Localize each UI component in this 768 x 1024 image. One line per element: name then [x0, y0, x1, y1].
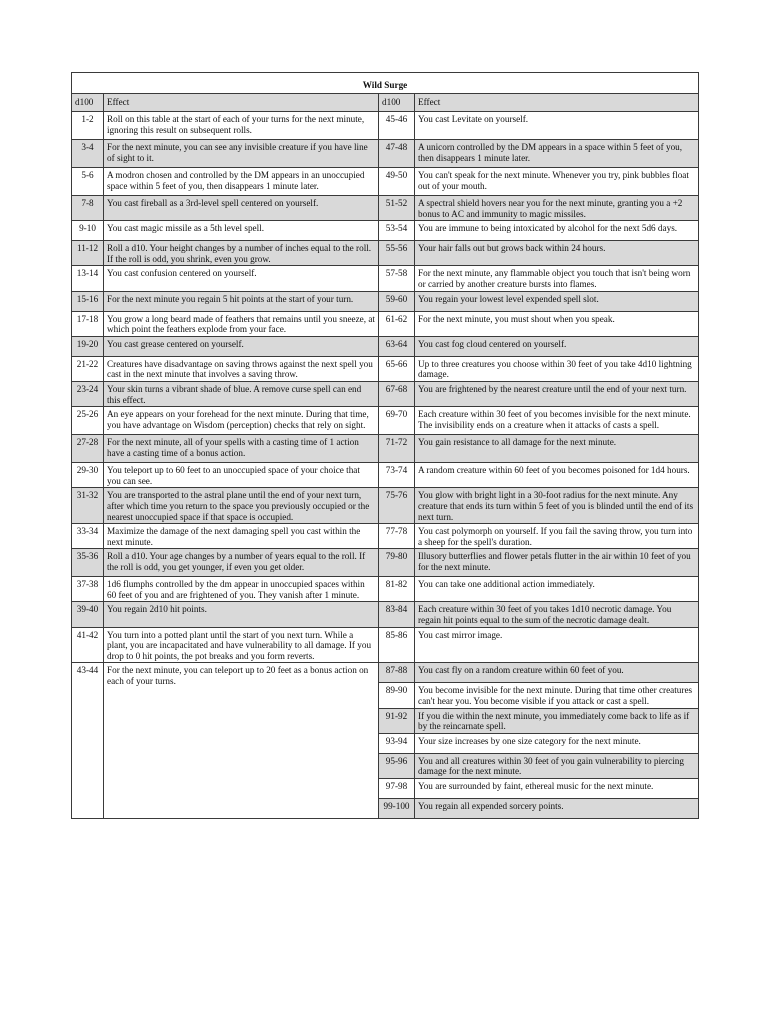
effect-right: You are frightened by the nearest creature until the end of your next turn.: [415, 381, 699, 406]
wild-surge-page: [71, 72, 698, 819]
roll-left: 13-14: [72, 266, 104, 291]
roll-left: 29-30: [72, 463, 104, 488]
roll-left: 1-2: [72, 112, 104, 140]
table-row: [72, 627, 699, 663]
table-row: [72, 196, 699, 221]
table-row: [72, 168, 699, 196]
roll-left: 7-8: [72, 196, 104, 221]
wild-surge-table: [71, 72, 699, 819]
effect-left: For the next minute, you can see any invisible creature if you have line of sight to it.: [104, 140, 379, 168]
effect-left: Roll a d10. Your age changes by a number of years equal to the roll. If the roll is odd, you get younger, if even you get older.: [104, 549, 379, 577]
roll-right: 47-48: [379, 140, 415, 168]
effect-left: For the next minute you regain 5 hit points at the start of your turn.: [104, 291, 379, 311]
table-row: [72, 381, 699, 406]
effect-right: A unicorn controlled by the DM appears in a space within 5 feet of you, then disappears 1 minute later.: [415, 140, 699, 168]
roll-right: 59-60: [379, 291, 415, 311]
roll-right: 95-96: [379, 753, 415, 778]
roll-right: 51-52: [379, 196, 415, 221]
roll-left: 43-44: [72, 663, 104, 819]
effect-left: Your skin turns a vibrant shade of blue. A remove curse spell can end this effect.: [104, 381, 379, 406]
effect-right: You cast Levitate on yourself.: [415, 112, 699, 140]
roll-right: 89-90: [379, 683, 415, 708]
table-row: [72, 112, 699, 140]
roll-right: 77-78: [379, 524, 415, 549]
effect-right: You can take one additional action immediately.: [415, 577, 699, 602]
roll-right: 81-82: [379, 577, 415, 602]
roll-left: 25-26: [72, 407, 104, 435]
roll-left: 15-16: [72, 291, 104, 311]
effect-right: If you die within the next minute, you immediately come back to life as if by the reincarnate spell.: [415, 708, 699, 733]
roll-left: 3-4: [72, 140, 104, 168]
effect-right: For the next minute, any flammable object you touch that isn't being worn or carried by another creature bursts into flames.: [415, 266, 699, 291]
table-row: [72, 221, 699, 241]
roll-left: 17-18: [72, 311, 104, 336]
roll-left: 35-36: [72, 549, 104, 577]
effect-left: You are transported to the astral plane until the end of your next turn, after which time you return to the space you previously occupied or the nearest unoccupied space if that space is occupied.: [104, 488, 379, 524]
effect-right: A random creature within 60 feet of you becomes poisoned for 1d4 hours.: [415, 463, 699, 488]
table-row: [72, 577, 699, 602]
effect-left: A modron chosen and controlled by the DM appears in an unoccupied space within 5 feet of you, then disappears 1 minute later.: [104, 168, 379, 196]
effect-right: You regain your lowest level expended spell slot.: [415, 291, 699, 311]
roll-right: 91-92: [379, 708, 415, 733]
table-row: [72, 356, 699, 381]
header-effect-right: Effect: [415, 94, 699, 112]
roll-left: 33-34: [72, 524, 104, 549]
effect-right: You cast fly on a random creature within 60 feet of you.: [415, 663, 699, 683]
effect-left: For the next minute, you can teleport up to 20 feet as a bonus action on each of your turns.: [104, 663, 379, 819]
roll-right: 97-98: [379, 779, 415, 799]
effect-right: You regain all expended sorcery points.: [415, 799, 699, 819]
roll-right: 75-76: [379, 488, 415, 524]
roll-right: 67-68: [379, 381, 415, 406]
table-row: [72, 602, 699, 627]
effect-right: Each creature within 30 feet of you becomes invisible for the next minute. The invisibility ends on a creature when it attacks of casts a spell.: [415, 407, 699, 435]
table-row: [72, 336, 699, 356]
roll-right: 69-70: [379, 407, 415, 435]
effect-right: Illusory butterflies and flower petals flutter in the air within 10 feet of you for the next minute.: [415, 549, 699, 577]
roll-left: 23-24: [72, 381, 104, 406]
table-title: Wild Surge: [72, 73, 699, 94]
effect-left: Maximize the damage of the next damaging spell you cast within the next minute.: [104, 524, 379, 549]
roll-left: 5-6: [72, 168, 104, 196]
roll-left: 39-40: [72, 602, 104, 627]
table-row: [72, 266, 699, 291]
roll-left: 27-28: [72, 435, 104, 463]
effect-right: You become invisible for the next minute. During that time other creatures can't hear you. You become visible if you attack or cast a spell.: [415, 683, 699, 708]
roll-right: 49-50: [379, 168, 415, 196]
effect-right: You are immune to being intoxicated by alcohol for the next 5d6 days.: [415, 221, 699, 241]
effect-left: An eye appears on your forehead for the next minute. During that time, you have advantage on Wisdom (perception) checks that rely on sight.: [104, 407, 379, 435]
roll-right: 61-62: [379, 311, 415, 336]
effect-right: You cast polymorph on yourself. If you fail the saving throw, you turn into a sheep for the spell's duration.: [415, 524, 699, 549]
roll-right: 63-64: [379, 336, 415, 356]
effect-left: You teleport up to 60 feet to an unoccupied space of your choice that you can see.: [104, 463, 379, 488]
roll-right: 55-56: [379, 241, 415, 266]
roll-right: 71-72: [379, 435, 415, 463]
effect-left: You cast grease centered on yourself.: [104, 336, 379, 356]
effect-right: A spectral shield hovers near you for the next minute, granting you a +2 bonus to AC and immunity to magic missiles.: [415, 196, 699, 221]
table-row: [72, 291, 699, 311]
effect-right: You glow with bright light in a 30-foot radius for the next minute. Any creature that ends its turn within 5 feet of you is blinded until the end of its next turn.: [415, 488, 699, 524]
effect-right: You and all creatures within 30 feet of you gain vulnerability to piercing damage for the next minute.: [415, 753, 699, 778]
roll-left: 11-12: [72, 241, 104, 266]
effect-left: 1d6 flumphs controlled by the dm appear in unoccupied spaces within 60 feet of you and are frightened of you. They vanish after 1 minute.: [104, 577, 379, 602]
effect-left: You cast confusion centered on yourself.: [104, 266, 379, 291]
effect-left: Roll a d10. Your height changes by a number of inches equal to the roll. If the roll is odd, you shrink, even you grow.: [104, 241, 379, 266]
roll-left: 21-22: [72, 356, 104, 381]
effect-left: For the next minute, all of your spells with a casting time of 1 action have a casting time of a bonus action.: [104, 435, 379, 463]
roll-right: 45-46: [379, 112, 415, 140]
effect-right: You are surrounded by faint, ethereal music for the next minute.: [415, 779, 699, 799]
effect-left: Roll on this table at the start of each of your turns for the next minute, ignoring this result on subsequent rolls.: [104, 112, 379, 140]
table-row: [72, 463, 699, 488]
effect-left: You cast fireball as a 3rd-level spell centered on yourself.: [104, 196, 379, 221]
roll-left: 19-20: [72, 336, 104, 356]
roll-right: 53-54: [379, 221, 415, 241]
effect-right: Up to three creatures you choose within 30 feet of you take 4d10 lightning damage.: [415, 356, 699, 381]
table-row: [72, 311, 699, 336]
effect-right: Each creature within 30 feet of you takes 1d10 necrotic damage. You regain hit points equal to the sum of the necrotic damage dealt.: [415, 602, 699, 627]
effect-left: You regain 2d10 hit points.: [104, 602, 379, 627]
roll-right: 93-94: [379, 733, 415, 753]
roll-left: 31-32: [72, 488, 104, 524]
table-row: [72, 549, 699, 577]
roll-right: 79-80: [379, 549, 415, 577]
roll-right: 87-88: [379, 663, 415, 683]
effect-right: Your hair falls out but grows back within 24 hours.: [415, 241, 699, 266]
header-d100-right: d100: [379, 94, 415, 112]
table-row: [72, 435, 699, 463]
table-row: [72, 241, 699, 266]
table-row: [72, 663, 699, 683]
roll-left: 37-38: [72, 577, 104, 602]
table-row: [72, 524, 699, 549]
effect-right: You gain resistance to all damage for the next minute.: [415, 435, 699, 463]
roll-right: 57-58: [379, 266, 415, 291]
header-d100-left: d100: [72, 94, 104, 112]
effect-right: You cast fog cloud centered on yourself.: [415, 336, 699, 356]
effect-right: For the next minute, you must shout when you speak.: [415, 311, 699, 336]
effect-right: You cast mirror image.: [415, 627, 699, 663]
roll-right: 83-84: [379, 602, 415, 627]
table-row: [72, 488, 699, 524]
roll-right: 85-86: [379, 627, 415, 663]
effect-left: You turn into a potted plant until the start of you next turn. While a plant, you are incapacitated and have vulnerability to all damage. If you drop to 0 hit points, the pot breaks and you form reverts.: [104, 627, 379, 663]
header-effect-left: Effect: [104, 94, 379, 112]
effect-right: Your size increases by one size category for the next minute.: [415, 733, 699, 753]
roll-right: 99-100: [379, 799, 415, 819]
roll-right: 73-74: [379, 463, 415, 488]
effect-left: You grow a long beard made of feathers that remains until you sneeze, at which point the feathers explode from your face.: [104, 311, 379, 336]
table-row: [72, 407, 699, 435]
effect-left: Creatures have disadvantage on saving throws against the next spell you cast in the next minute that involves a saving throw.: [104, 356, 379, 381]
roll-left: 9-10: [72, 221, 104, 241]
roll-right: 65-66: [379, 356, 415, 381]
effect-left: You cast magic missile as a 5th level spell.: [104, 221, 379, 241]
roll-left: 41-42: [72, 627, 104, 663]
table-row: [72, 140, 699, 168]
effect-right: You can't speak for the next minute. Whenever you try, pink bubbles float out of your mouth.: [415, 168, 699, 196]
